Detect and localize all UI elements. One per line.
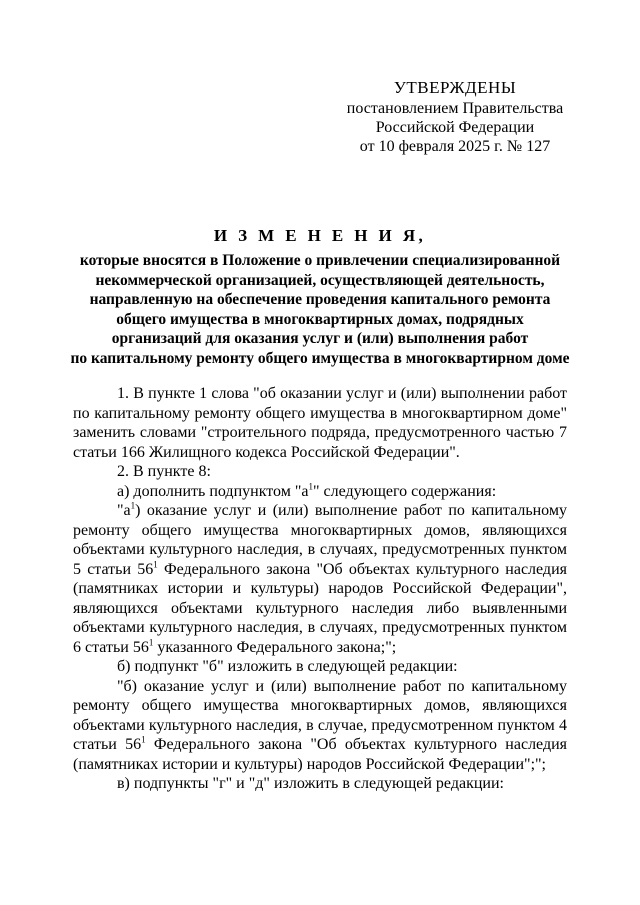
paragraph-6-text-b: Федерального закона "Об объектах культурного наследия (памятниках истории и культуры) народов Российской Федерации";"; — [73, 736, 568, 773]
subheading-line: направленную на обеспечение проведения капитального ремонта — [89, 291, 551, 308]
subheading-line: организаций для оказания услуг и (или) выполнения работ — [111, 330, 529, 347]
approval-title: УТВЕРЖДЕНЫ — [393, 78, 517, 97]
subheading-line: по капитальному ремонту общего имущества в многоквартирном доме — [70, 349, 570, 367]
approval-line-2: Российской Федерации — [375, 119, 535, 136]
subheading-line: которые вносятся в Положение о привлечении специализированной — [79, 252, 561, 269]
approval-block — [330, 78, 580, 156]
paragraph-4-text-a: "а — [117, 502, 131, 519]
paragraph-4 — [73, 501, 567, 657]
superscript: 1 — [153, 559, 158, 570]
paragraph-6-text-a: "б) оказание услуг и (или) выполнение работ по капитальному ремонту общего имущества многоквартирных домов, являющихся объектами культурного наследия, в случае, предусмотренном пунктом 4 статьи 56 — [73, 677, 567, 753]
approval-line-3: от 10 февраля 2025 г. № 127 — [359, 138, 551, 155]
paragraph-3-text-b: " следующего содержания: — [312, 482, 497, 500]
approval-line-1: постановлением Правительства — [346, 100, 564, 117]
superscript: 1 — [148, 637, 154, 648]
superscript: 1 — [308, 481, 313, 492]
paragraph-4-text-c: Федерального закона "Об объектах культурного наследия (памятниках истории и культуры) народов Российской Федерации", являющихся объектами культурного наследия либо выявленными объектами культурного наследия, в случаях, предусмотренных пунктом 6 статьи 56 — [73, 560, 567, 656]
paragraph-2: 2. В пункте 8: — [117, 463, 211, 480]
document-subheading — [70, 251, 570, 368]
subheading-line: некоммерческой организацией, осуществляющей деятельность, — [95, 271, 545, 289]
document-heading: И З М Е Н Е Н И Я, — [213, 226, 427, 245]
paragraph-6 — [73, 677, 567, 775]
paragraph-4-text-d: указанного Федерального закона;"; — [153, 638, 397, 656]
paragraph-4-text-b: ) оказание услуг и (или) выполнение работ по капитальному ремонту общего имущества многоквартирных домов, являющихся объектами культурного наследия, в случаях, предусмотренных пунктом 5 статьи 56 — [73, 502, 567, 578]
subheading-line: общего имущества в многоквартирных домах, подрядных — [116, 310, 524, 328]
document-body — [73, 384, 567, 794]
paragraph-5: б) подпункт "б" изложить в следующей редакции: — [117, 658, 458, 675]
superscript: 1 — [130, 500, 136, 511]
paragraph-3-text-a: а) дополнить подпунктом "а — [117, 482, 309, 500]
paragraph-1: 1. В пункте 1 слова "об оказании услуг и (или) выполнении работ по капитальному ремонту общего имущества в многоквартирном доме" заменить словами "строительного подряда, предусмотренного частью 7 статьи 166 Жилищного кодекса Российской Федерации". — [73, 385, 567, 461]
paragraph-7: в) подпункты "г" и "д" изложить в следующей редакции: — [117, 775, 504, 792]
paragraph-3 — [73, 482, 567, 502]
superscript: 1 — [141, 734, 146, 745]
